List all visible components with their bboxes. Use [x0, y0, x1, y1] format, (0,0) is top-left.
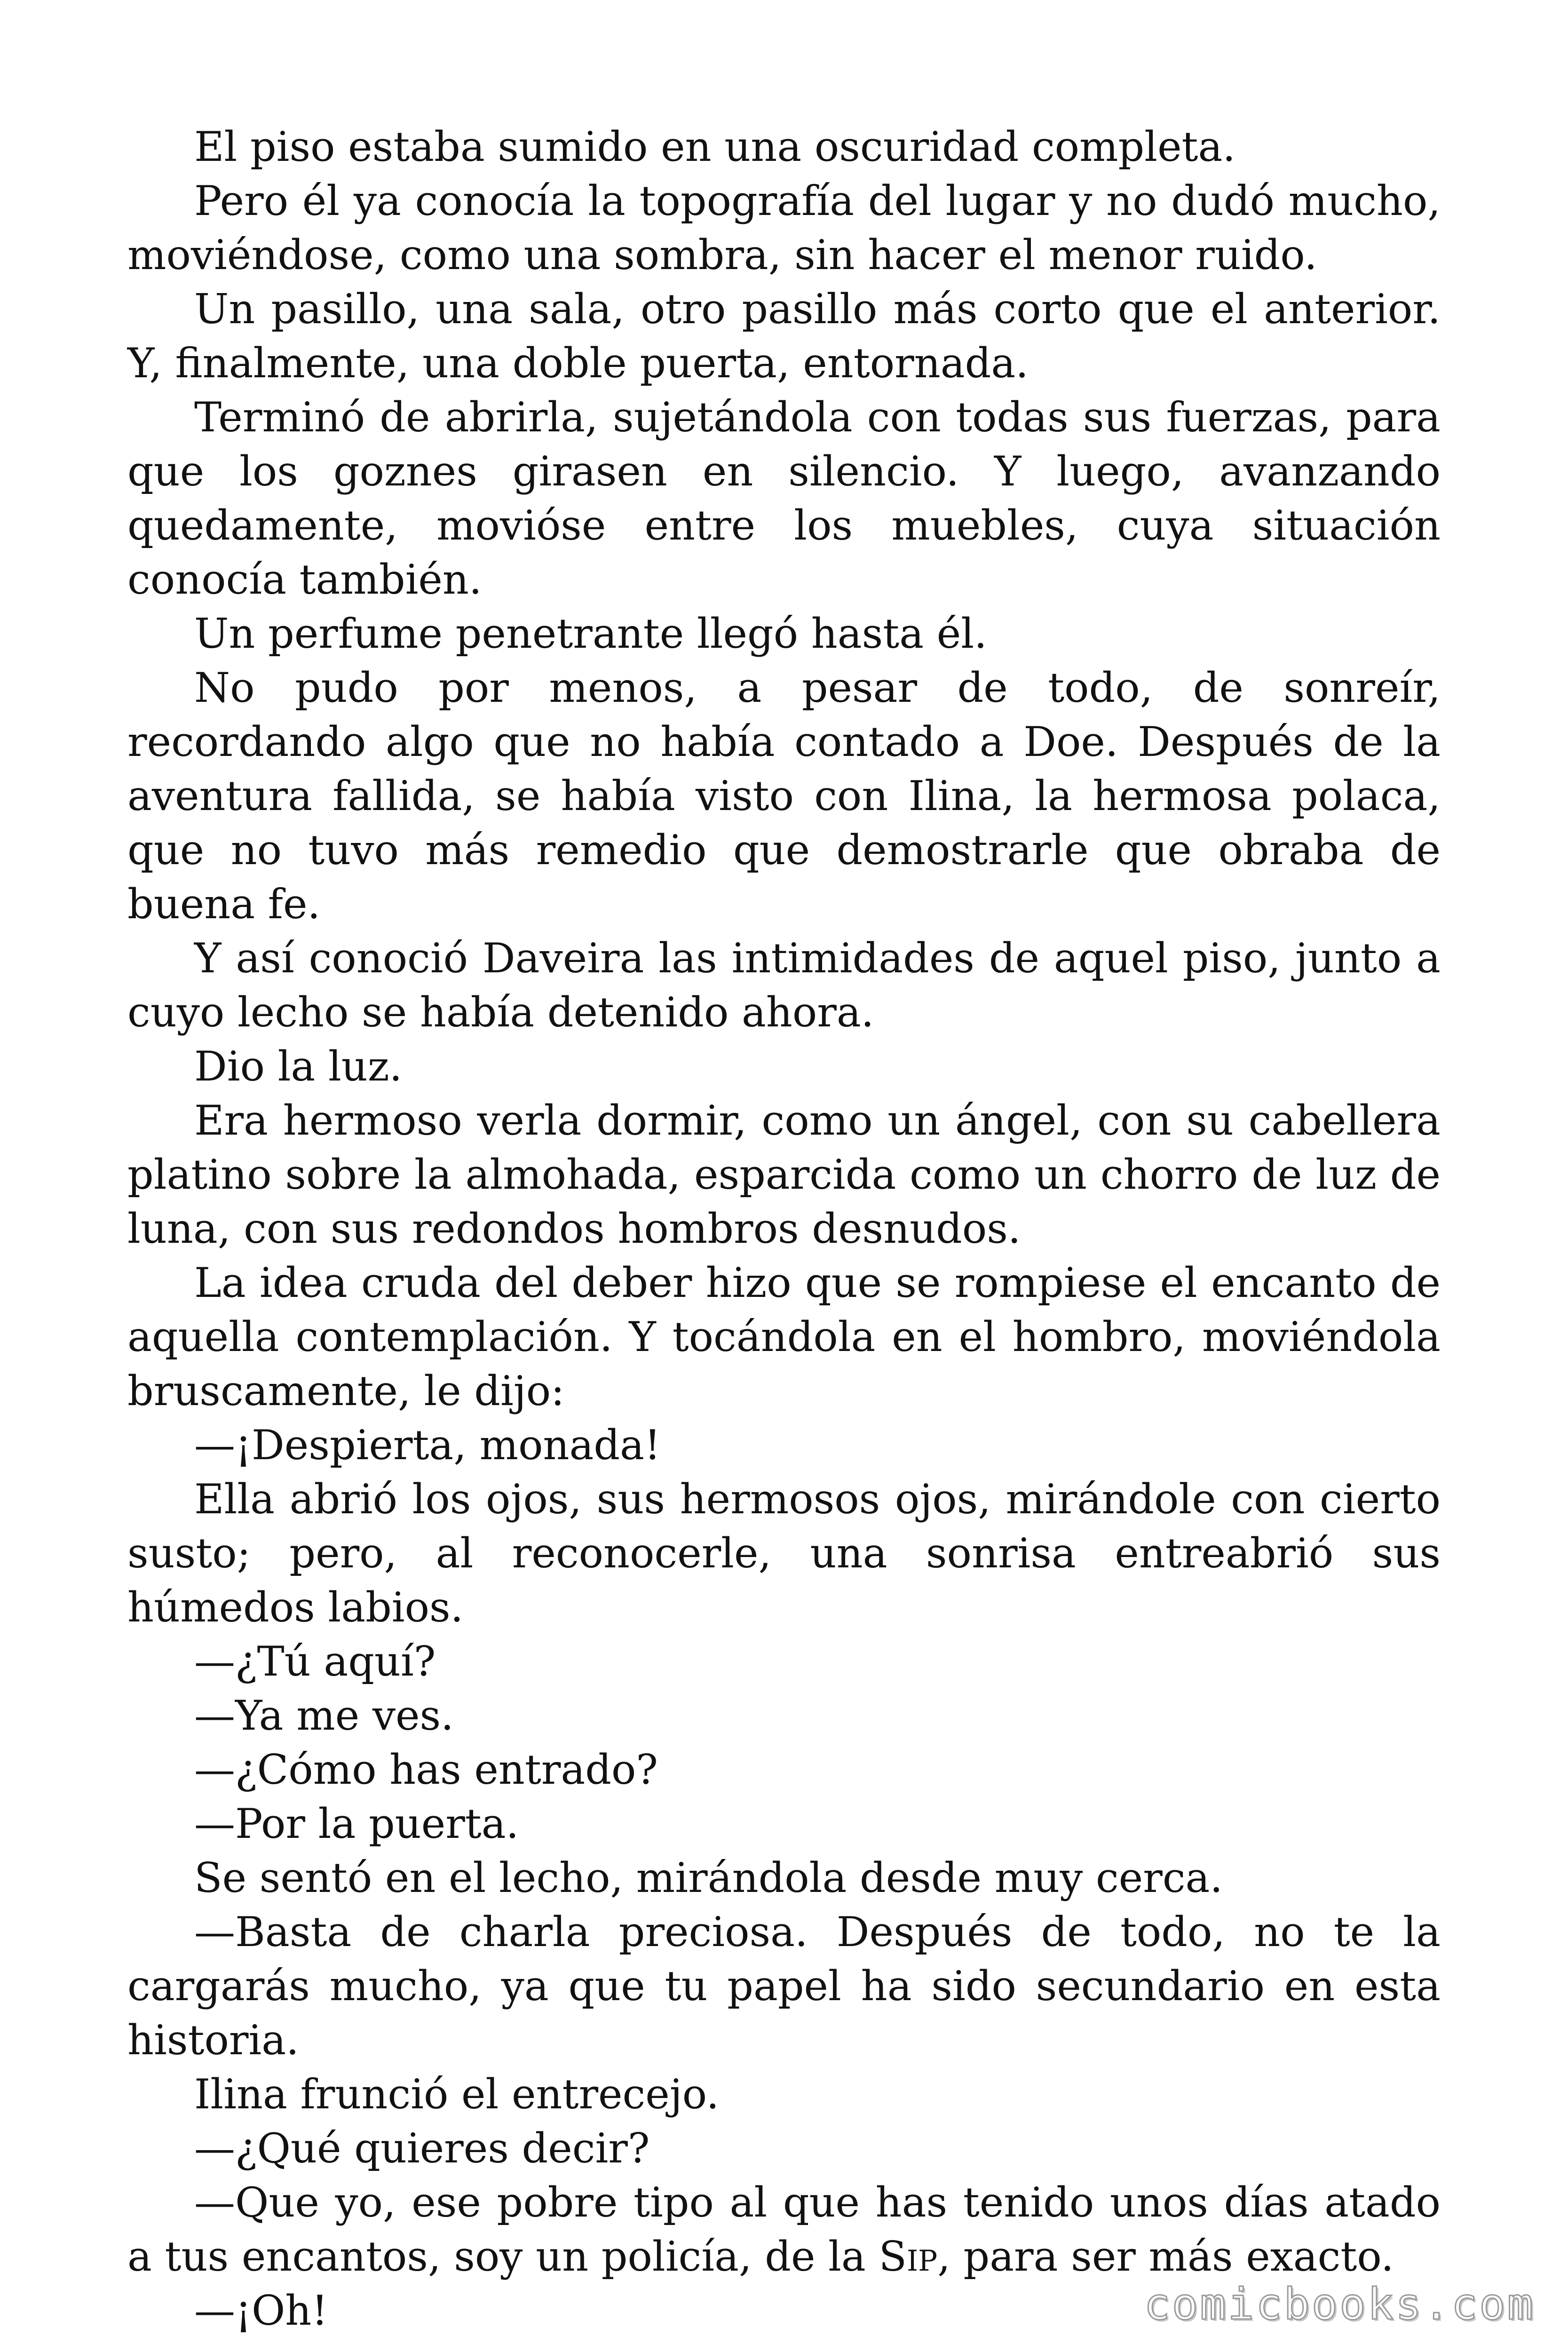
paragraph: Era hermoso verla dormir, como un ángel, con su cabellera platino sobre la almohada, esparcida como un chorro de luz de luna, con sus redondos hombros desnudos. — [127, 1097, 1441, 1253]
paragraph: Dio la luz. — [194, 1042, 403, 1090]
book-page — [127, 120, 1441, 2338]
dialogue-line: —¡Oh! — [194, 2287, 328, 2335]
dialogue-line: —¿Qué quieres decir? — [194, 2124, 650, 2172]
dialogue-line: —Ya me ves. — [194, 1692, 454, 1740]
paragraph: Terminó de abrirla, sujetándola con todas sus fuerzas, para que los goznes girasen en silencio. Y luego, avanzando quedamente, movióse entre los muebles, cuya situación conocía también. — [127, 393, 1441, 604]
paragraph: Un perfume penetrante llegó hasta él. — [194, 610, 987, 658]
dialogue-line: —Por la puerta. — [194, 1800, 519, 1848]
watermark-logo: comicbooks.com — [1144, 2279, 1535, 2329]
paragraph: Ella abrió los ojos, sus hermosos ojos, mirándole con cierto susto; pero, al reconocerle, una sonrisa entreabrió sus húmedos labios. — [127, 1475, 1441, 1631]
text-run: —Que yo, ese pobre tipo al que has tenido unos días atado a tus encantos, soy un policía, de la — [127, 2178, 1441, 2280]
paragraph: Y así conoció Daveira las intimidades de aquel piso, junto a cuyo lecho se había detenido ahora. — [127, 934, 1441, 1036]
dialogue-line — [127, 2176, 1441, 2284]
paragraph: Pero él ya conocía la topografía del lugar y no dudó mucho, moviéndose, como una sombra, sin hacer el menor ruido. — [127, 177, 1441, 279]
paragraph: El piso estaba sumido en una oscuridad completa. — [194, 123, 1236, 171]
dialogue-line: —Basta de charla preciosa. Después de todo, no te la cargarás mucho, ya que tu papel ha sido secundario en esta historia. — [127, 1908, 1441, 2064]
paragraph: La idea cruda del deber hizo que se rompiese el encanto de aquella contemplación. Y tocándola en el hombro, moviéndola bruscamente, le dijo: — [127, 1259, 1441, 1415]
dialogue-line: —¿Tú aquí? — [194, 1637, 436, 1685]
paragraph: Un pasillo, una sala, otro pasillo más corto que el anterior. Y, finalmente, una doble puerta, entornada. — [127, 285, 1441, 387]
dialogue-line: —¡Despierta, monada! — [194, 1421, 661, 1469]
paragraph: No pudo por menos, a pesar de todo, de sonreír, recordando algo que no había contado a Doe. Después de la aventura fallida, se había visto con Ilina, la hermosa polaca, que no tuvo más remedio que demostrarle que obraba de buena fe. — [127, 664, 1441, 928]
text-run: , para ser más exacto. — [937, 2233, 1394, 2280]
dialogue-line: —¿Cómo has entrado? — [194, 1746, 658, 1794]
paragraph: Ilina frunció el entrecejo. — [194, 2070, 720, 2118]
paragraph: Se sentó en el lecho, mirándola desde muy cerca. — [194, 1854, 1223, 1902]
acronym-sip: Sip — [879, 2233, 938, 2280]
